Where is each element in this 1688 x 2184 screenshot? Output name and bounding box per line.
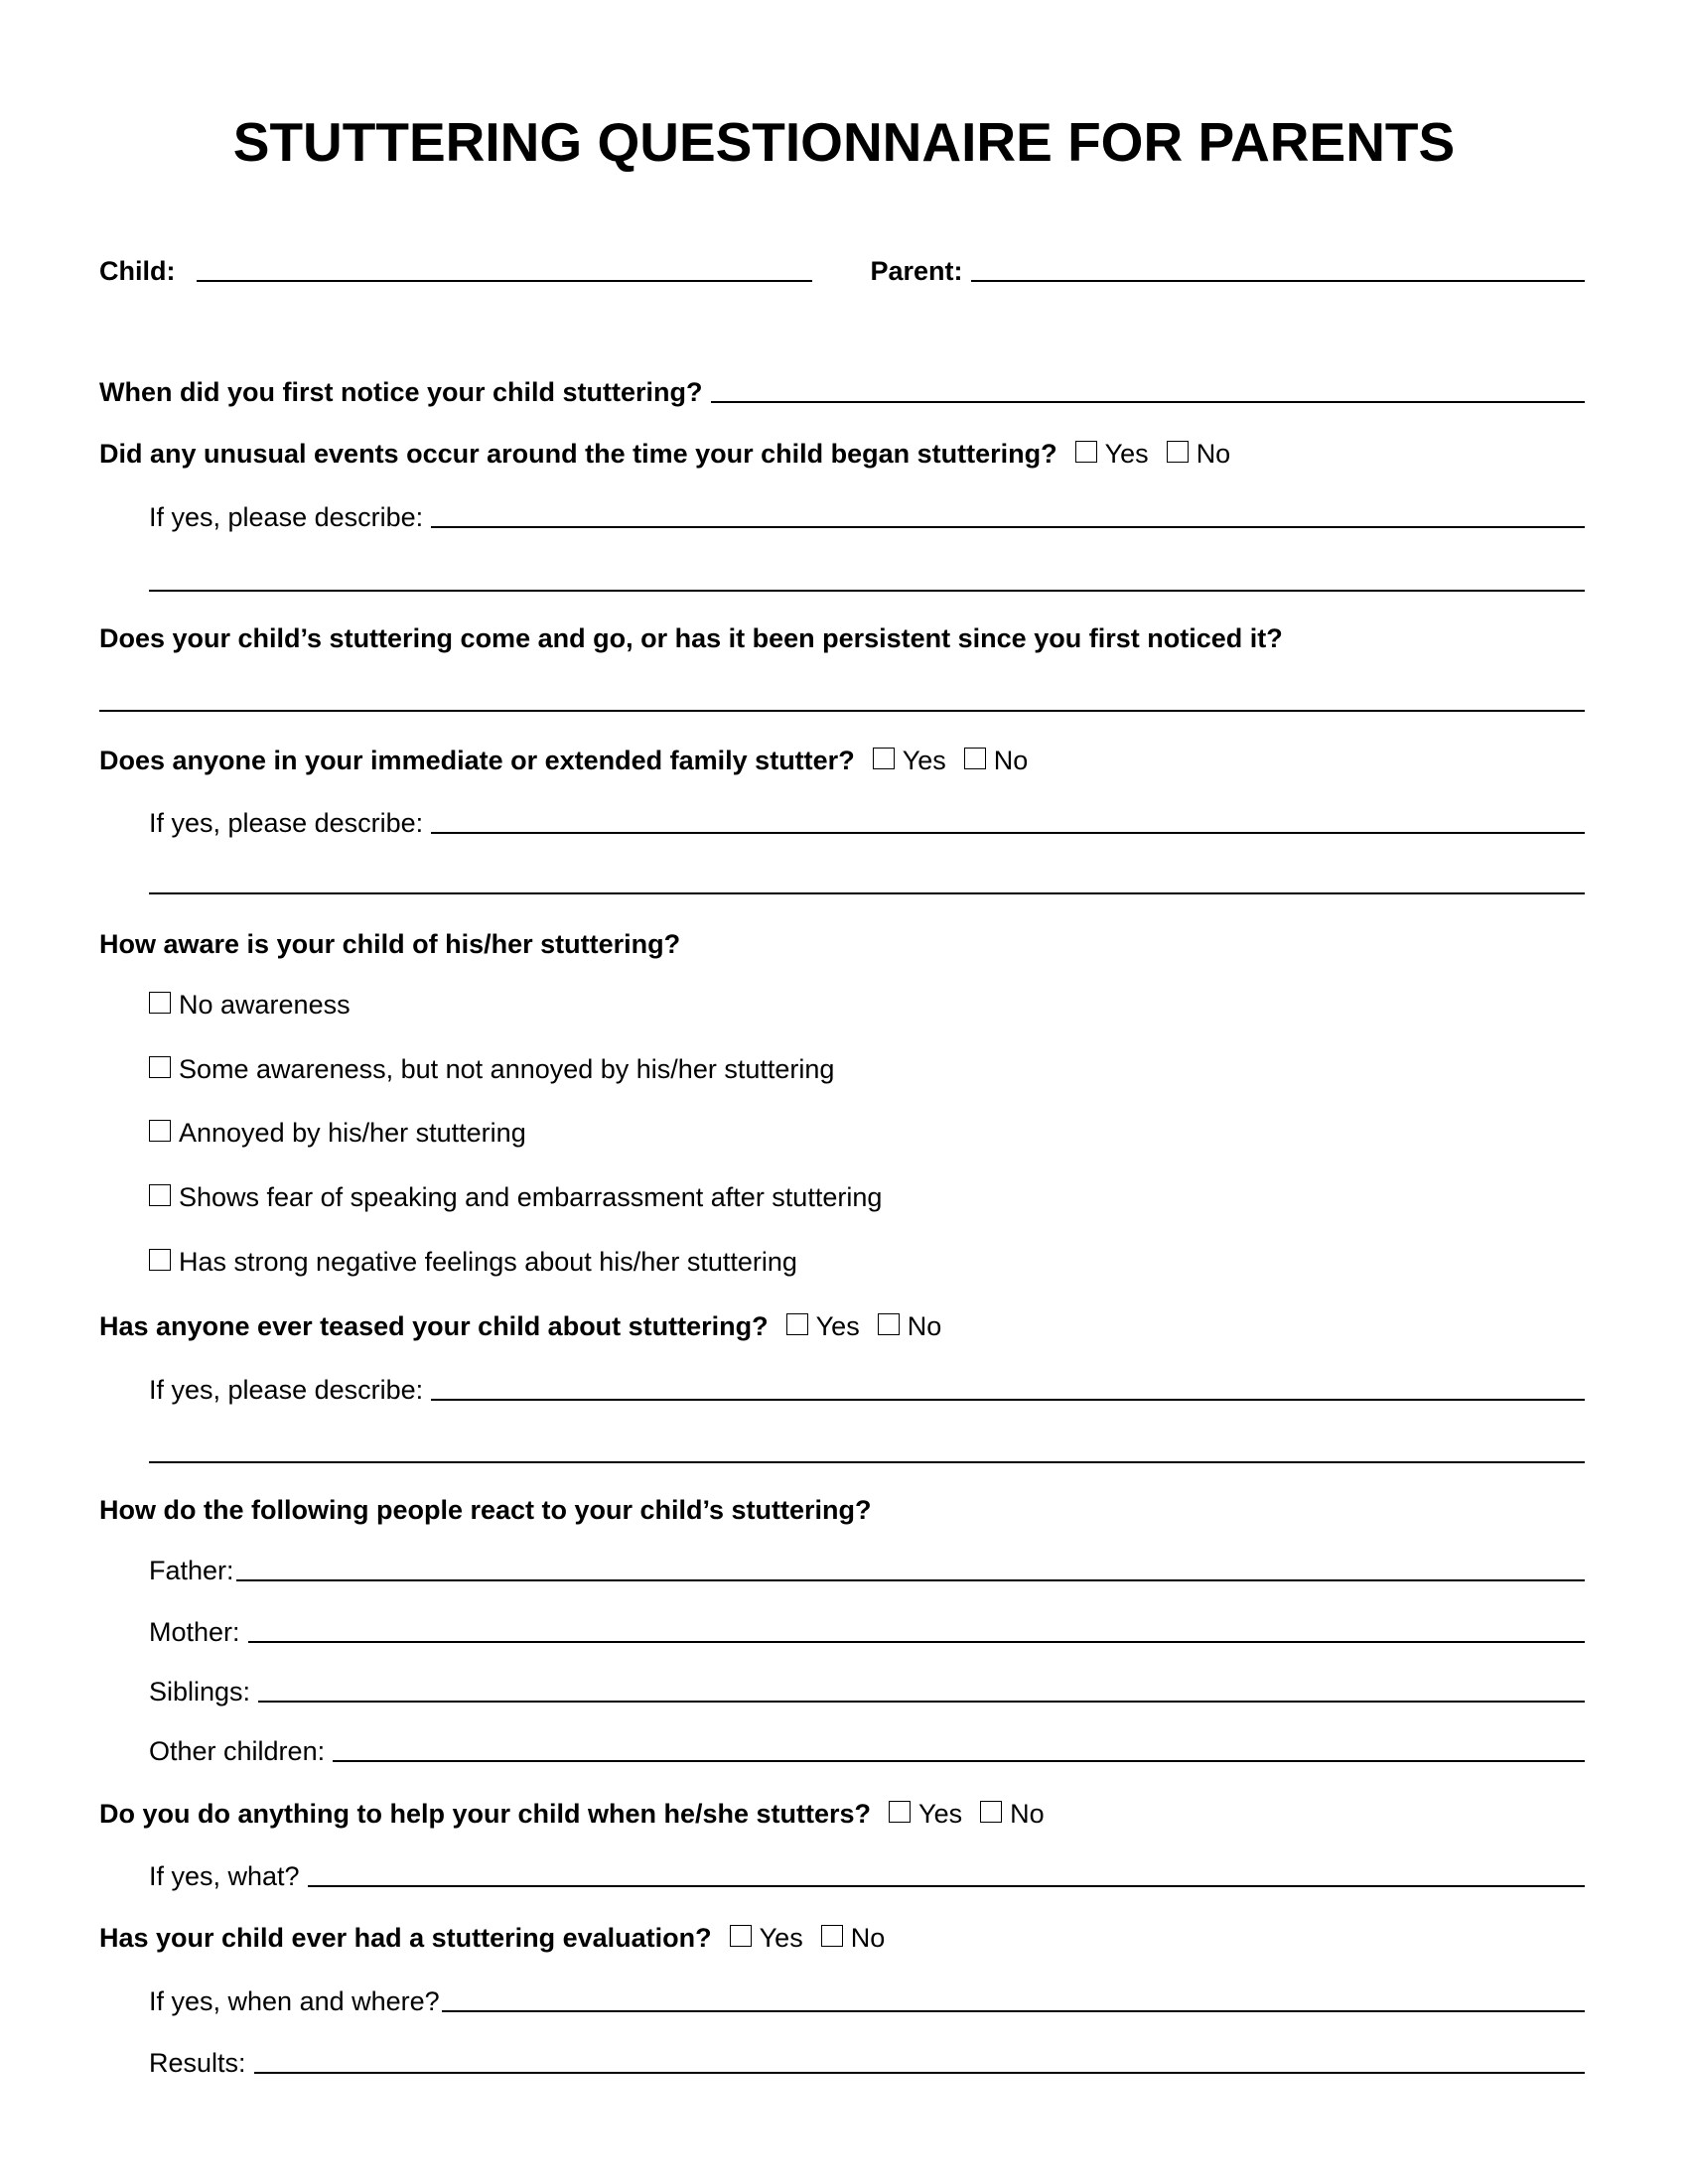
awareness-checkbox[interactable] [149, 988, 351, 1022]
siblings-row [149, 1669, 1585, 1708]
q4-no-checkbox[interactable] [964, 744, 1029, 777]
no-label: No [907, 1311, 942, 1341]
father-label: Father: [149, 1556, 234, 1585]
q9-row [99, 1915, 1585, 1955]
checkbox-icon [873, 748, 895, 769]
q2-extra-row [149, 558, 1585, 598]
q9-label: Has your child ever had a stuttering evaluation? [99, 1923, 712, 1953]
q1-field[interactable] [711, 401, 1586, 403]
describe-label: If yes, please describe: [149, 1375, 424, 1405]
q6-row [99, 1303, 1585, 1343]
q8-follow-label: If yes, what? [149, 1861, 300, 1891]
parent-label: Parent: [870, 256, 963, 286]
describe-label: If yes, please describe: [149, 808, 424, 838]
q8-follow-field[interactable] [308, 1885, 1585, 1887]
q2-describe-field[interactable] [431, 526, 1585, 528]
checkbox-icon [821, 1925, 843, 1947]
q8-yes-checkbox[interactable] [889, 1797, 962, 1831]
q9-yes-checkbox[interactable] [730, 1921, 803, 1955]
q1-row [99, 369, 1585, 409]
q2-describe-row [149, 494, 1585, 534]
q2-label: Did any unusual events occur around the time your child began stuttering? [99, 439, 1057, 469]
q8-row [99, 1791, 1585, 1831]
q3-field[interactable] [99, 710, 1585, 712]
q2-no-checkbox[interactable] [1167, 437, 1231, 471]
checkbox-icon [149, 1249, 171, 1271]
yes-label: Yes [815, 1311, 860, 1341]
q6-no-checkbox[interactable] [878, 1309, 942, 1343]
siblings-label: Siblings: [149, 1677, 251, 1706]
checkbox-icon [889, 1801, 911, 1823]
other-children-row [149, 1728, 1585, 1768]
mother-row [149, 1609, 1585, 1649]
q6-yes-checkbox[interactable] [786, 1309, 860, 1343]
q4-label: Does anyone in your immediate or extended family stutter? [99, 746, 855, 775]
q3-answer-row [99, 678, 1585, 718]
page-title: STUTTERING QUESTIONNAIRE FOR PARENTS [232, 111, 1456, 173]
mother-label: Mother: [149, 1617, 240, 1647]
q6-extra-row [149, 1430, 1585, 1469]
q4-describe-row [149, 800, 1585, 840]
father-row [149, 1548, 1585, 1587]
checkbox-icon [149, 992, 171, 1014]
q9-results-row [149, 2040, 1585, 2080]
option-label: Has strong negative feelings about his/her stuttering [179, 1247, 797, 1277]
father-field[interactable] [236, 1579, 1585, 1581]
checkbox-icon [1075, 441, 1097, 463]
checkbox-icon [878, 1313, 900, 1335]
option-label: Some awareness, but not annoyed by his/her stuttering [179, 1054, 835, 1084]
option-label: No awareness [179, 990, 351, 1020]
q5-row [99, 921, 1585, 961]
q2-extra-field[interactable] [149, 590, 1585, 592]
q4-describe-field[interactable] [431, 832, 1585, 834]
awareness-option [149, 1046, 1585, 1086]
q9-no-checkbox[interactable] [821, 1921, 886, 1955]
q4-extra-row [149, 861, 1585, 900]
q8-follow-row [149, 1853, 1585, 1893]
child-field[interactable] [197, 280, 812, 282]
checkbox-icon [149, 1056, 171, 1078]
checkbox-icon [964, 748, 986, 769]
q9-results-label: Results: [149, 2048, 246, 2078]
child-label: Child: [99, 256, 176, 286]
mother-field[interactable] [248, 1641, 1585, 1643]
q3-label: Does your child’s stuttering come and go, or has it been persistent since you first noticed it? [99, 623, 1283, 653]
q8-no-checkbox[interactable] [980, 1797, 1045, 1831]
no-label: No [1010, 1799, 1045, 1829]
q8-label: Do you do anything to help your child when he/she stutters? [99, 1799, 872, 1829]
awareness-checkbox[interactable] [149, 1052, 834, 1086]
checkbox-icon [1167, 441, 1189, 463]
q6-describe-field[interactable] [431, 1399, 1585, 1401]
yes-label: Yes [918, 1799, 963, 1829]
no-label: No [1196, 439, 1231, 469]
awareness-checkbox[interactable] [149, 1245, 797, 1279]
checkbox-icon [980, 1801, 1002, 1823]
q6-extra-field[interactable] [149, 1461, 1585, 1463]
parent-field[interactable] [971, 280, 1585, 282]
awareness-option [149, 982, 1585, 1022]
checkbox-icon [149, 1120, 171, 1142]
siblings-field[interactable] [258, 1701, 1585, 1703]
yes-label: Yes [902, 746, 946, 775]
describe-label: If yes, please describe: [149, 502, 424, 532]
q2-yes-checkbox[interactable] [1075, 437, 1149, 471]
q1-label: When did you first notice your child stuttering? [99, 377, 703, 407]
awareness-checkbox[interactable] [149, 1116, 526, 1150]
awareness-option [149, 1239, 1585, 1279]
q7-label: How do the following people react to your child’s stuttering? [99, 1495, 872, 1525]
q3-row [99, 615, 1585, 655]
option-label: Shows fear of speaking and embarrassment after stuttering [179, 1182, 883, 1212]
q9-results-field[interactable] [254, 2072, 1585, 2074]
checkbox-icon [786, 1313, 808, 1335]
awareness-option [149, 1110, 1585, 1150]
awareness-option [149, 1174, 1585, 1214]
checkbox-icon [730, 1925, 752, 1947]
q9-when-row [149, 1979, 1585, 2018]
q2-row [99, 431, 1585, 471]
yes-label: Yes [1104, 439, 1149, 469]
option-label: Annoyed by his/her stuttering [179, 1118, 526, 1148]
no-label: No [850, 1923, 886, 1953]
other-children-label: Other children: [149, 1736, 326, 1766]
q5-label: How aware is your child of his/her stuttering? [99, 929, 681, 959]
q7-row [99, 1487, 1585, 1527]
q4-extra-field[interactable] [149, 892, 1585, 894]
q6-label: Has anyone ever teased your child about stuttering? [99, 1311, 769, 1341]
q4-row [99, 738, 1585, 777]
q4-yes-checkbox[interactable] [873, 744, 946, 777]
checkbox-icon [149, 1184, 171, 1206]
yes-label: Yes [759, 1923, 803, 1953]
no-label: No [993, 746, 1029, 775]
awareness-checkbox[interactable] [149, 1180, 882, 1214]
other-children-field[interactable] [333, 1760, 1585, 1762]
q9-when-label: If yes, when and where? [149, 1986, 440, 2016]
q9-when-field[interactable] [442, 2010, 1585, 2012]
name-row [99, 248, 1585, 288]
q6-describe-row [149, 1367, 1585, 1407]
